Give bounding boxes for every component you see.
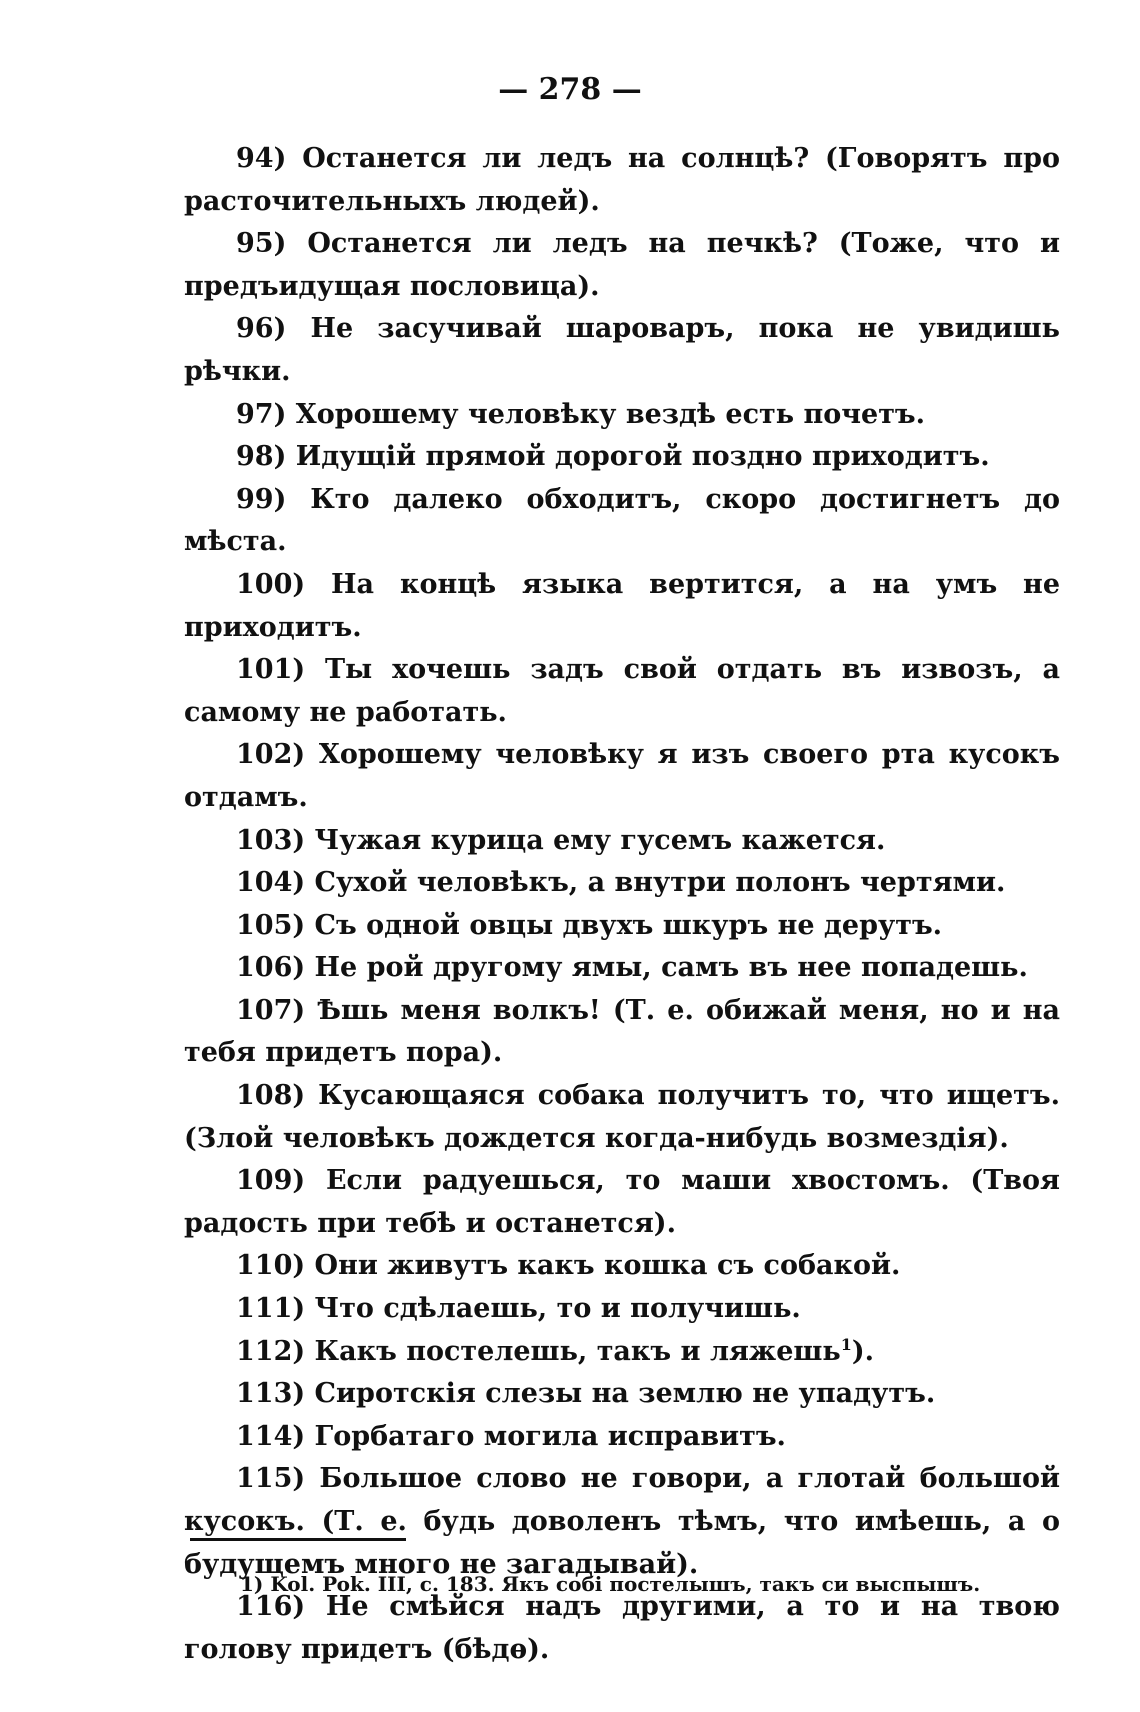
proverb-entry — [184, 734, 1060, 819]
proverb-entry — [184, 308, 1060, 393]
proverb-entry — [184, 1245, 1060, 1288]
proverb-text: Съ одной овцы двухъ шкуръ не дерутъ. — [314, 909, 943, 941]
proverb-entry — [184, 947, 1060, 990]
proverb-number: 102) — [236, 739, 306, 771]
proverb-text: Не смѣйся надъ другими, а то и на твою голову придетъ (бѣдѳ). — [184, 1591, 1060, 1665]
proverb-entry — [184, 1331, 1060, 1374]
proverb-text: Останется ли ледъ на печкѣ? (Тоже, что и предъидущая пословица). — [184, 228, 1060, 302]
proverb-number: 95) — [236, 228, 287, 260]
proverb-number: 94) — [236, 143, 287, 174]
proverb-entry — [184, 1416, 1060, 1459]
proverb-text-tail: ). — [851, 1335, 875, 1367]
proverb-number: 113) — [236, 1378, 306, 1410]
proverb-number: 108) — [236, 1080, 306, 1112]
proverb-entry — [184, 564, 1060, 649]
proverb-number: 107) — [236, 994, 306, 1026]
proverb-number: 114) — [236, 1420, 306, 1452]
proverb-entry — [184, 862, 1060, 905]
proverb-number: 100) — [236, 568, 306, 600]
proverb-entry — [184, 1160, 1060, 1245]
proverb-entry — [184, 138, 1060, 223]
proverb-text: Не засучивай шароваръ, пока не увидишь рѣчки. — [184, 313, 1060, 387]
proverb-text: Хорошему человѣку я изъ своего рта кусокъ отдамъ. — [184, 739, 1061, 813]
proverb-text: Кто далеко обходитъ, скоро достигнетъ до мѣста. — [184, 483, 1061, 558]
proverb-number: 106) — [236, 952, 306, 984]
proverb-text: Ты хочешь задъ свой отдать въ извозъ, а самому не работать. — [184, 654, 1060, 728]
proverb-entry — [184, 1373, 1060, 1416]
proverb-entry — [184, 436, 1060, 479]
proverb-number: 116) — [236, 1591, 306, 1623]
proverb-text: Ѣшь меня волкъ! (Т. е. обижай меня, но и на тебя придетъ пора). — [184, 994, 1060, 1069]
proverb-text: Сухой человѣкъ, а внутри полонъ чертями. — [314, 867, 1006, 899]
proverb-number: 105) — [236, 909, 306, 941]
proverb-text: Сиротскiя слезы на землю не упадутъ. — [314, 1378, 936, 1410]
proverb-number: 109) — [236, 1165, 306, 1197]
proverb-entry — [184, 820, 1060, 863]
proverb-entry — [184, 1458, 1060, 1586]
proverb-number: 110) — [236, 1250, 306, 1282]
proverb-entry — [184, 1586, 1060, 1671]
proverb-number: 112) — [236, 1335, 306, 1367]
proverb-number: 99) — [236, 483, 287, 515]
proverb-text: Большое слово не говори, а глотай большой кусокъ. (Т. е. будь доволенъ тѣмъ, что имѣешь, а о будущемъ много не загадывай). — [184, 1463, 1060, 1580]
proverb-text: Горбатаго могила исправитъ. — [314, 1420, 786, 1452]
proverb-entry — [184, 990, 1060, 1075]
proverb-entry — [184, 905, 1060, 948]
proverb-number: 97) — [236, 398, 287, 430]
proverb-entry — [184, 394, 1060, 437]
proverb-entry — [184, 1075, 1060, 1160]
proverb-text: Если радуешься, то маши хвостомъ. (Твоя радость при тебѣ и останется). — [184, 1165, 1061, 1239]
proverb-entry — [184, 223, 1060, 308]
proverb-number: 104) — [236, 867, 306, 899]
proverb-entry — [184, 1288, 1060, 1331]
footnote-divider — [190, 1538, 406, 1541]
proverb-entry — [184, 649, 1060, 734]
proverb-list — [184, 138, 1060, 1671]
proverb-text: Что сдѣлаешь, то и получишь. — [314, 1293, 801, 1325]
proverb-number: 96) — [236, 313, 287, 345]
footnote-marker: 1 — [840, 1334, 852, 1354]
proverb-number: 101) — [236, 654, 306, 686]
proverb-text: Останется ли ледъ на солнцѣ? (Говорятъ про расточительныхъ людей). — [184, 143, 1061, 217]
footnote: 1) Kol. Pok. III, c. 183. Якъ собі постелышъ, такъ си выспышъ. — [240, 1572, 981, 1596]
proverb-number: 111) — [236, 1293, 306, 1325]
proverb-text: Они живутъ какъ кошка съ собакой. — [314, 1250, 901, 1282]
proverb-entry — [184, 479, 1060, 564]
proverb-number: 98) — [236, 441, 287, 473]
proverb-text: Хорошему человѣку вездѣ есть почетъ. — [295, 398, 926, 430]
proverb-number: 115) — [236, 1463, 306, 1495]
proverb-number: 103) — [236, 824, 306, 856]
proverb-text: Не рой другому ямы, самъ въ нее попадешь. — [314, 952, 1028, 984]
proverb-text: Идущiй прямой дорогой поздно приходитъ. — [295, 441, 990, 473]
proverb-text: На концѣ языка вертится, а на умъ не приходитъ. — [184, 568, 1060, 643]
page-number: — 278 — — [498, 72, 642, 107]
proverb-text: Какъ постелешь, такъ и ляжешь — [314, 1335, 841, 1367]
proverb-text: Чужая курица ему гусемъ кажется. — [314, 824, 886, 856]
proverb-text: Кусающаяся собака получитъ то, что ищетъ. (Злой человѣкъ дождется когда-нибудь возмездiя). — [184, 1080, 1060, 1154]
